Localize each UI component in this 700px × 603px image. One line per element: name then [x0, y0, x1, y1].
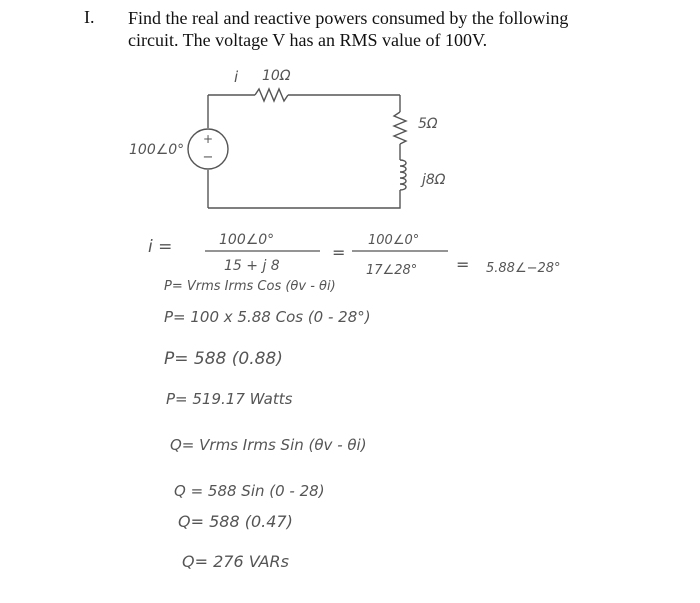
reactive-power-substitution: Q = 588 Sin (0 - 28): [174, 482, 325, 500]
source-voltage-label: 100∠0°: [129, 142, 185, 158]
fraction1-numerator: 100∠0°: [219, 232, 275, 248]
equals-sign-2: =: [456, 255, 470, 274]
current-symbol: i =: [148, 237, 173, 257]
real-power-product: P= 588 (0.88): [164, 349, 283, 369]
real-power-substitution: P= 100 x 5.88 Cos (0 - 28°): [164, 308, 371, 326]
problem-number: I.: [84, 7, 95, 27]
reactive-power-product: Q= 588 (0.47): [178, 512, 293, 531]
resistor-5-ohm: [394, 112, 406, 144]
real-power-result: P= 519.17 Watts: [166, 390, 293, 408]
fraction1-denominator: 15 + j 8: [224, 258, 280, 274]
resistor-10-label: 10Ω: [262, 68, 291, 84]
real-power-formula: P= Vrms Irms Cos (θv - θi): [164, 279, 336, 294]
inductor-label: j8Ω: [422, 172, 446, 188]
source-minus-sign: −: [202, 150, 214, 165]
problem-line-1: Find the real and reactive powers consumed by the following: [128, 8, 569, 28]
reactive-power-result: Q= 276 VARs: [182, 552, 289, 571]
fraction2-denominator: 17∠28°: [366, 263, 418, 278]
reactive-power-formula: Q= Vrms Irms Sin (θv - θi): [170, 436, 367, 454]
resistor-10-ohm: [255, 89, 288, 101]
inductor-j8: [400, 160, 406, 190]
current-result: 5.88∠−28°: [486, 261, 561, 276]
circuit-diagram: [188, 89, 406, 208]
resistor-5-label: 5Ω: [418, 116, 438, 132]
source-plus-sign: +: [202, 132, 214, 146]
current-label: i: [234, 68, 239, 86]
problem-line-2: circuit. The voltage V has an RMS value of 100V.: [128, 30, 488, 50]
fraction2-numerator: 100∠0°: [368, 233, 420, 248]
equals-sign-1: =: [332, 243, 346, 262]
wire-bottom: [208, 190, 400, 208]
